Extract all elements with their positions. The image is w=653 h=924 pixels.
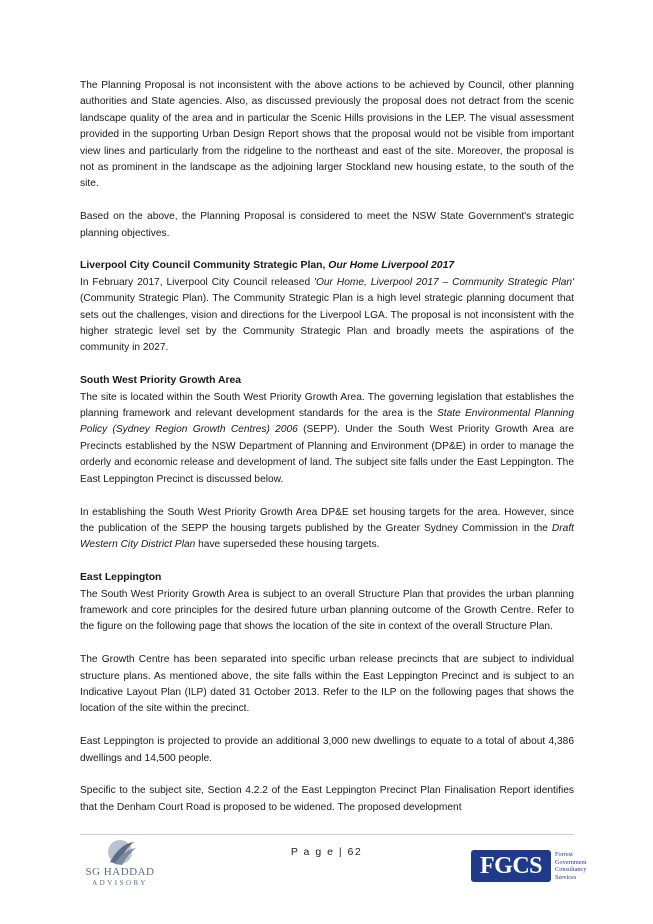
paragraph: The South West Priority Growth Area is subject to an overall Structure Plan that provides the urban planning framework and core principles for the desired future urban planning outcome of the Growth Centre. Refer to the figure on the following page that shows the location of the site in context of the overall Structure Plan. (80, 588, 574, 633)
paragraph (80, 390, 574, 488)
footer-divider (80, 834, 574, 835)
fgcs-line: Government (555, 858, 587, 866)
section-heading-east-leppington: East Leppington (80, 572, 162, 584)
text-run: (Community Strategic Plan). The Community Strategic Plan is a high level strategic planning document that sets out the challenges, vision and directions for the Liverpool LGA. The proposal is not inconsistent with the higher strategic level set by the Community Strategic Plan and broadly meets the aspirations of the community in 2027. (80, 293, 574, 354)
heading-italic-text: Our Home Liverpool 2017 (328, 260, 455, 272)
fgcs-line: Services (555, 873, 577, 881)
text-run: The site is located within the South West Priority Growth Area. The governing legislation that establishes the planning framework and relevant development standards for the area is the (80, 391, 574, 420)
paragraph: East Leppington is projected to provide an additional 3,000 new dwellings to equate to a total of about 4,386 dwellings and 14,500 people. (80, 736, 574, 764)
italic-text-run: 'Our Home, Liverpool 2017 – Community Strategic Plan' (314, 276, 574, 288)
text-run: have superseded these housing targets. (195, 539, 380, 551)
text-run: In establishing the South West Priority Growth Area DP&E set housing targets for the area. However, since the publication of the SEPP the housing targets published by the Greater Sydney Commission in the (80, 506, 574, 534)
fgcs-logo-text (555, 851, 615, 881)
paragraph: The Growth Centre has been separated into specific urban release precincts that are subject to individual structure plans. As mentioned above, the site falls within the East Leppington Precinct and is subject to an Indicative Layout Plan (ILP) dated 31 October 2013. Refer to the ILP on the following pages that shows the location of the site within the precinct. (80, 654, 574, 715)
paragraph (80, 275, 574, 357)
section-heading-community-strategic-plan (80, 258, 574, 274)
page-number: P a g e | 62 (290, 846, 363, 858)
paragraph: The Planning Proposal is not inconsistent with the above actions to be achieved by Council, other planning authorities and State agencies. Also, as discussed previously the proposal does not detract from the scenic landscape quality of the area and in particular the Scenic Hills provisions in the LEP. The visual assessment provided in the supporting Urban Design Report shows that the proposal would not be visible from important view lines and particularly from the ridgeline to the northeast and east of the site. Moreover, the proposal is not as prominent in the landscape as the adjoining larger Stockland new housing estate, to the south of the site. (80, 80, 574, 190)
heading-text: Liverpool City Council Community Strategic Plan, (80, 260, 329, 272)
document-body (80, 78, 574, 816)
text-run: (SEPP). Under the South West Priority Growth Area are Precincts established by the NSW Department of Planning and Environment (DP&E) in order to manage the orderly and economic release and development of land. The subject site falls under the East Leppington. The East Leppington Precinct is discussed below. (80, 424, 574, 485)
paragraph: Specific to the subject site, Section 4.2.2 of the East Leppington Precinct Plan Finalisation Report identifies that the Denham Court Road is proposed to be widened. The proposed development (80, 785, 574, 813)
sg-haddad-logo-subtext: ADVISORY (92, 879, 148, 887)
italic-text-run: Draft Western City District Plan (80, 522, 574, 551)
text-run: In February 2017, Liverpool City Council released (80, 276, 315, 288)
fgcs-line: Consultancy (555, 866, 587, 874)
fgcs-line: Forrest (555, 851, 573, 858)
sg-haddad-logo-text: SG HADDAD (85, 866, 155, 878)
fgcs-logo-mark: FGCS (471, 850, 551, 882)
section-heading-south-west-priority-growth-area: South West Priority Growth Area (80, 375, 242, 387)
italic-text-run: State Environmental Planning Policy (Sydney Region Growth Centres) 2006 (80, 408, 575, 436)
paragraph (80, 505, 574, 554)
paragraph: Based on the above, the Planning Proposal is considered to meet the NSW State Government's strategic planning objectives. (80, 211, 574, 239)
